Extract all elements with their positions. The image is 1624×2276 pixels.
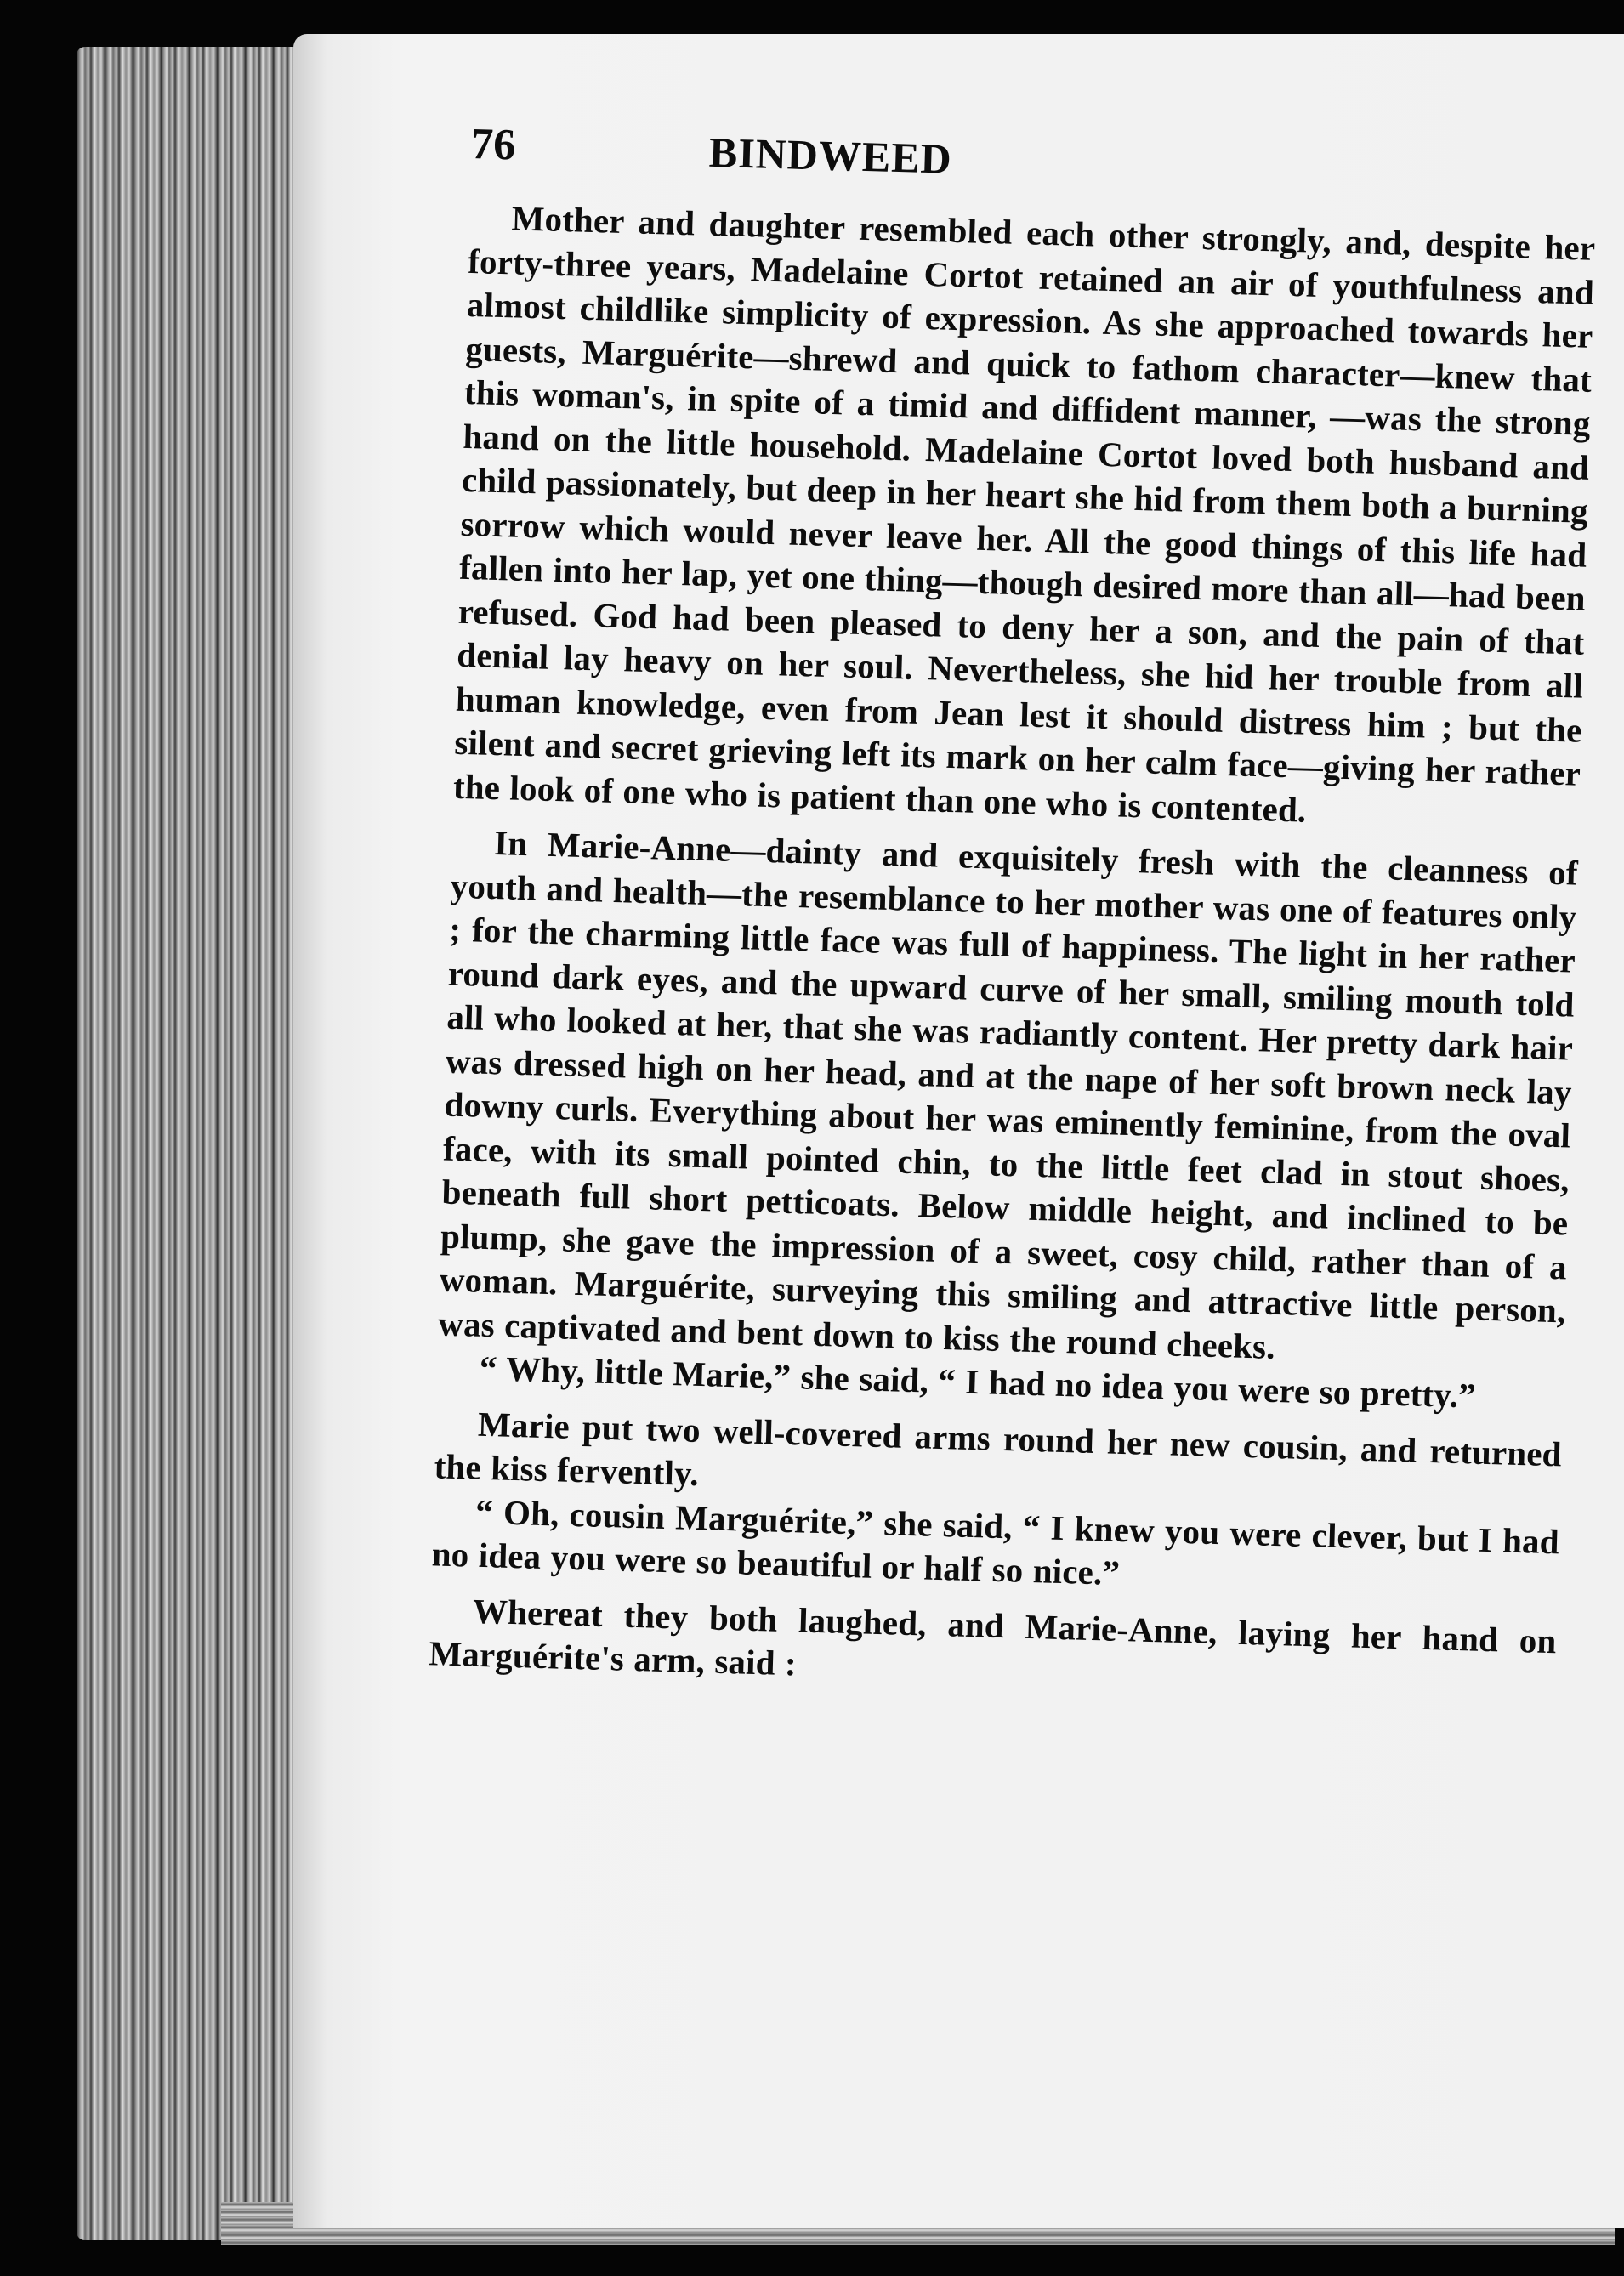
paragraph-why-little-marie: “ Why, little Marie,” she said, “ I had no idea you were so pretty.” — [479, 1348, 1477, 1416]
book-page — [293, 34, 1624, 2228]
paragraph-oh-cousin: “ Oh, cousin Marguérite,” she said, “ I knew you were clever, but I had no idea you were so beautiful or half so nice.” — [431, 1491, 1560, 1592]
paragraph-marie-anne: In Marie-Anne—dainty and exquisitely fresh with the cleanness of youth and health—the resemblance to her mother was one of features only ; for the charming little face was full of happiness. The light in her rather round dark eyes, and the upward curve of her small, smiling mouth told all who looked at her, that she was radiantly content. Her pretty dark hair was dressed high on her head, and at the nape of her soft brown neck lay downy curls. Everything about her was eminently feminine, from the oval face, with its small pointed chin, to the little feet clad in stout shoes, beneath full short petticoats. Below middle height, and inclined to be plump, she gave the impression of a sweet, cosy child, rather than of a woman. Marguérite, surveying this smiling and attractive little person, was captivated and bent down to kiss the round cheeks. — [437, 823, 1579, 1366]
paragraph-whereat: Whereat they both laughed, and Marie-Anne, laying her hand on Marguérite's arm, said : — [428, 1591, 1558, 1683]
book-title: BINDWEED — [708, 128, 953, 183]
page-content — [429, 119, 1598, 1707]
paragraph-madelaine: Mother and daughter resembled each other strongly, and, despite her forty-three years, Madelaine Cortot retained an air of youthfulness and almost childlike simplicity of expression. As she approached towards her guests, Marguérite—shrewd and quick to fathom character—knew that this woman's, in spite of a timid and diffident manner, —was the strong hand on the little household. Madelaine Cortot loved both husband and child passionately, but deep in her heart she hid from them both a burning sorrow which would never leave her. All the good things of this life had fallen into her lap, yet one thing—though desired more than all—had been refused. God had been pleased to deny her a son, and the pain of that denial lay heavy on her soul. Nevertheless, she hid her trouble from all human knowledge, even from Jean lest it should distress him ; but the silent and secret grieving left its mark on her calm face—giving her rather the look of one who is patient than one who is contented. — [452, 198, 1596, 830]
book-page-edges — [77, 47, 306, 2240]
page-number: 76 — [470, 119, 516, 170]
paragraph-marie-embrace: Marie put two well-covered arms round her new cousin, and returned the kiss fervently. — [434, 1404, 1563, 1494]
